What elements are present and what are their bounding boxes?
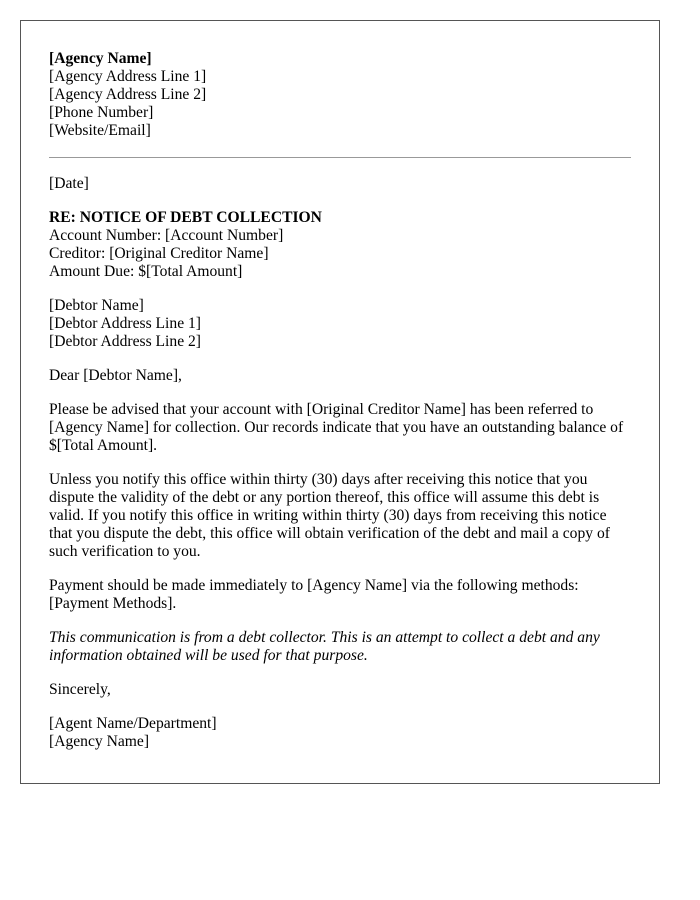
- sender-agency-name: [Agency Name]: [49, 50, 152, 67]
- recipient-name: [Debtor Name]: [49, 297, 144, 314]
- recipient-block: [49, 297, 631, 351]
- sender-address-line-1: [Agency Address Line 1]: [49, 68, 207, 85]
- letter-page: [20, 20, 660, 784]
- amount-due: Amount Due: $[Total Amount]: [49, 263, 243, 280]
- recipient-address-line-1: [Debtor Address Line 1]: [49, 315, 202, 332]
- subject-block: [49, 209, 631, 281]
- creditor: Creditor: [Original Creditor Name]: [49, 245, 269, 262]
- body-paragraph-1: Please be advised that your account with [Original Creditor Name] has been referred to [Agency Name] for collection. Our records indicate that you have an outstanding balance of $[Total Amount].: [49, 401, 624, 454]
- date-block: [49, 175, 631, 193]
- sender-block: [49, 50, 631, 140]
- recipient-address-line-2: [Debtor Address Line 2]: [49, 333, 202, 350]
- debt-collector-disclaimer: This communication is from a debt collector. This is an attempt to collect a debt and any information obtained will be used for that purpose.: [49, 629, 600, 664]
- sender-phone: [Phone Number]: [49, 104, 154, 121]
- account-number: Account Number: [Account Number]: [49, 227, 284, 244]
- signature-agency: [Agency Name]: [49, 733, 150, 750]
- letter-date: [Date]: [49, 175, 89, 192]
- subject-title: RE: NOTICE OF DEBT COLLECTION: [49, 209, 322, 226]
- header-divider: [49, 157, 631, 158]
- closing: Sincerely,: [49, 681, 111, 698]
- sender-address-line-2: [Agency Address Line 2]: [49, 86, 207, 103]
- salutation: Dear [Debtor Name],: [49, 367, 182, 384]
- body-paragraph-3: Payment should be made immediately to [Agency Name] via the following methods: [Payment Methods].: [49, 577, 579, 612]
- sender-website-email: [Website/Email]: [49, 122, 151, 139]
- body-paragraph-2: Unless you notify this office within thirty (30) days after receiving this notice that you dispute the validity of the debt or any portion thereof, this office will assume this debt is valid. If you notify this office in writing within thirty (30) days from receiving this notice that you dispute the debt, this office will obtain verification of the debt and mail a copy of such verification to you.: [49, 471, 610, 560]
- signature-agent: [Agent Name/Department]: [49, 715, 217, 732]
- signature-block: [49, 715, 631, 751]
